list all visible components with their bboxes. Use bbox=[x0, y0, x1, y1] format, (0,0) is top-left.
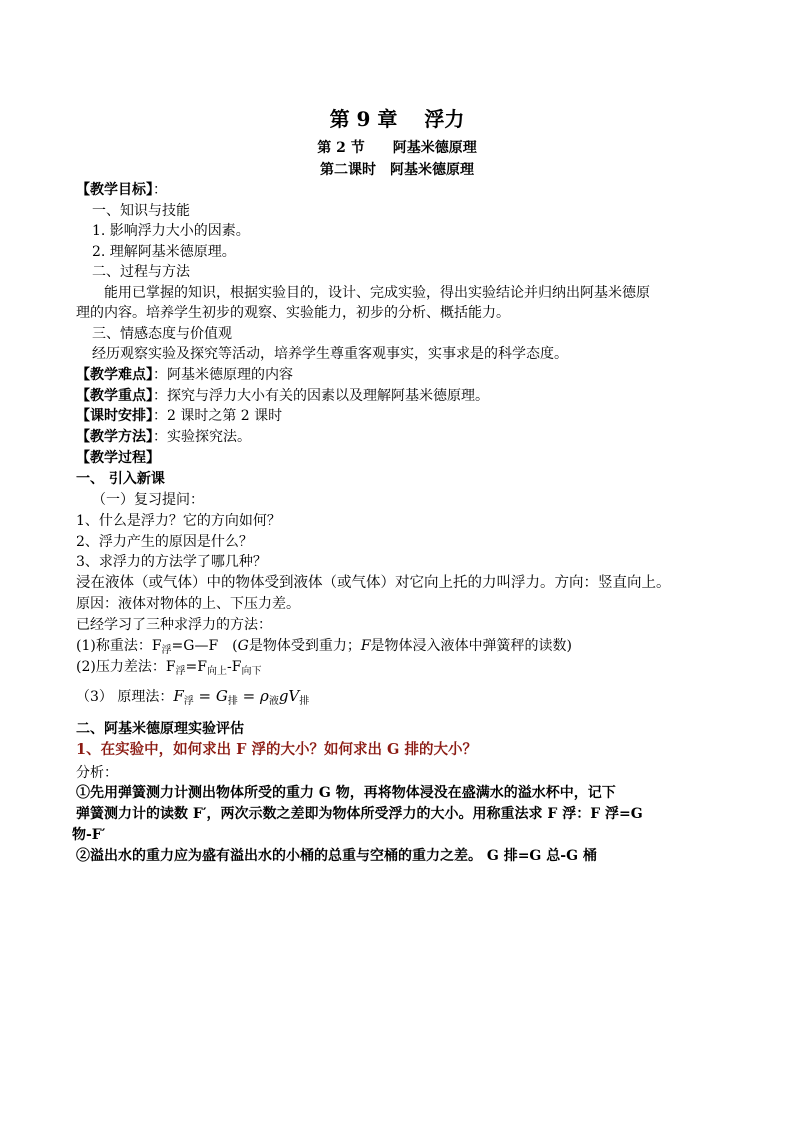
formula-eq2: = bbox=[237, 687, 260, 705]
method-pressure-mid: =F bbox=[185, 659, 207, 675]
difficulty-label: 【教学难点】 bbox=[76, 367, 153, 383]
process-text-2: 理的内容。培养学生初步的观察、实验能力，初步的分析、概括能力。 bbox=[76, 305, 510, 321]
knowledge-item-2: 2. 理解阿基米德原理。 bbox=[92, 244, 236, 260]
method-weighing-rest: =G—F ( bbox=[171, 638, 238, 654]
goals-label: 【教学目标】 bbox=[76, 182, 153, 198]
formula-G-sub: 排 bbox=[227, 696, 238, 707]
goals-label-tail: ： bbox=[153, 182, 167, 198]
analysis-step-1b: 弹簧测力计的读数 F′，两次示数之差即为物体所受浮力的大小。用称重法求 F 浮：F 浮=G bbox=[76, 806, 643, 822]
analysis-label: 分析： bbox=[76, 765, 118, 781]
question-2: 2、浮力产生的原因是什么？ bbox=[76, 534, 253, 550]
formula-G: G bbox=[215, 687, 228, 705]
chapter-title: 第 9 章 浮力 bbox=[329, 107, 465, 131]
knowledge-item-1: 1. 影响浮力大小的因素。 bbox=[92, 223, 250, 239]
formula-rho: ρ bbox=[259, 687, 269, 705]
method-weighing-f: F bbox=[360, 638, 371, 654]
key-point-text: ：探究与浮力大小有关的因素以及理解阿基米德原理。 bbox=[153, 388, 489, 404]
section1-heading: 一、 引入新课 bbox=[76, 471, 165, 487]
method-pressure-sub3: 向下 bbox=[241, 666, 262, 677]
schedule-text: ：2 课时之第 2 课时 bbox=[153, 408, 283, 424]
section-title: 第 2 节 阿基米德原理 bbox=[317, 140, 477, 156]
method-pressure-mid2: -F bbox=[227, 659, 242, 675]
schedule-line bbox=[76, 406, 282, 426]
formula-F-sub: 浮 bbox=[183, 696, 194, 707]
formula-eq1: = bbox=[193, 687, 216, 705]
formula-V-sub: 排 bbox=[299, 696, 310, 707]
method-pressure-sub2: 向上 bbox=[207, 666, 227, 677]
question-1: 1、什么是浮力？它的方向如何？ bbox=[76, 513, 281, 529]
analysis-step-1c: 物-F′ bbox=[72, 827, 106, 843]
method-label: 【教学方法】 bbox=[76, 429, 153, 445]
method-weighing-g: G bbox=[237, 638, 249, 654]
method-principle-prefix: （3） 原理法： bbox=[76, 689, 174, 705]
method-pressure-sub1: 浮 bbox=[175, 666, 186, 677]
method-principle bbox=[76, 686, 309, 712]
key-point-label: 【教学重点】 bbox=[76, 388, 153, 404]
difficulty-text: ：阿基米德原理的内容 bbox=[153, 367, 293, 383]
method-weighing-prefix: (1)称重法：F bbox=[76, 638, 162, 654]
archimedes-formula bbox=[173, 687, 309, 705]
process-label: 【教学过程】 bbox=[76, 450, 160, 466]
key-point-line bbox=[76, 386, 489, 406]
answer-3: 已经学习了三种求浮力的方法： bbox=[76, 617, 272, 633]
section2-question: 1、在实验中，如何求出 F 浮的大小？如何求出 G 排的大小？ bbox=[76, 741, 477, 758]
analysis-step-2: ②溢出水的重力应为盛有溢出水的小桶的总重与空桶的重力之差。 G 排=G 总-G 桶 bbox=[76, 848, 597, 864]
lesson-title: 第二课时 阿基米德原理 bbox=[320, 162, 474, 178]
formula-gV: gV bbox=[278, 687, 300, 705]
review-heading: （一）复习提问： bbox=[92, 492, 204, 508]
answer-2: 原因：液体对物体的上、下压力差。 bbox=[76, 596, 300, 612]
schedule-label: 【课时安排】 bbox=[76, 408, 153, 424]
section2-heading: 二、阿基米德原理实验评估 bbox=[76, 721, 244, 737]
process-text-1: 能用已掌握的知识，根据实验目的，设计、完成实验，得出实验结论并归纳出阿基米德原 bbox=[104, 285, 650, 301]
knowledge-heading: 一、知识与技能 bbox=[92, 203, 190, 219]
method-line bbox=[76, 427, 251, 447]
method-weighing-mid: 是物体受到重力； bbox=[248, 638, 361, 654]
process-heading: 二、过程与方法 bbox=[92, 264, 190, 280]
method-pressure-difference bbox=[76, 657, 261, 682]
formula-rho-sub: 液 bbox=[268, 696, 279, 707]
formula-F: F bbox=[173, 687, 184, 705]
question-3: 3、求浮力的方法学了哪几种？ bbox=[76, 554, 267, 570]
emotion-heading: 三、情感态度与价值观 bbox=[92, 326, 232, 342]
emotion-text: 经历观察实验及探究等活动，培养学生尊重客观事实，实事求是的科学态度。 bbox=[92, 346, 568, 362]
answer-1: 浸在液体（或气体）中的物体受到液体（或气体）对它向上托的力叫浮力。方向：竖直向上。 bbox=[76, 575, 671, 591]
method-weighing-end: 是物体浸入液体中弹簧秤的读数) bbox=[370, 638, 573, 654]
method-pressure-prefix: (2)压力差法：F bbox=[76, 659, 176, 675]
method-weighing-sub: 浮 bbox=[161, 645, 172, 656]
difficulty-line bbox=[76, 365, 293, 385]
method-text: ：实验探究法。 bbox=[153, 429, 251, 445]
goals-heading bbox=[76, 180, 167, 200]
analysis-step-1a: ①先用弹簧测力计测出物体所受的重力 G 物，再将物体浸没在盛满水的溢水杯中，记下 bbox=[76, 785, 616, 801]
